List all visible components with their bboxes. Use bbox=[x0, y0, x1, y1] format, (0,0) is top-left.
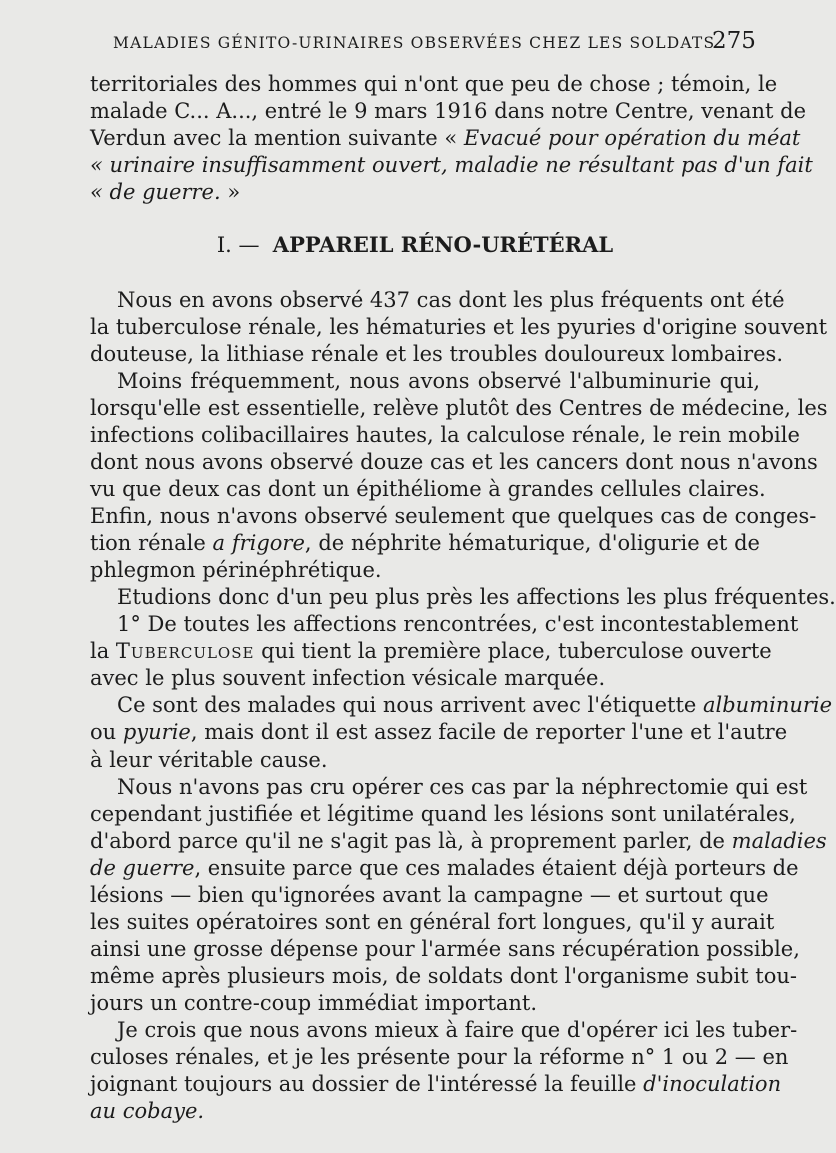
text-span: infections colibacillaires hautes, la calculose rénale, le rein mobile bbox=[90, 423, 800, 448]
small-caps-text: Tuberculose bbox=[115, 639, 255, 664]
section-title: APPAREIL RÉNO-URÉTÉRAL bbox=[272, 232, 614, 257]
text-span: douteuse, la lithiase rénale et les troubles douloureux lombaires. bbox=[90, 342, 784, 367]
text-line bbox=[90, 395, 828, 421]
text-span: même après plusieurs mois, de soldats dont l'organisme subit tou- bbox=[90, 963, 797, 988]
text-line bbox=[90, 909, 775, 935]
text-span: tion rénale bbox=[90, 531, 213, 556]
text-span: à leur véritable cause. bbox=[90, 747, 328, 772]
text-line bbox=[90, 692, 833, 718]
text-line bbox=[90, 98, 807, 124]
text-line bbox=[90, 422, 800, 448]
italic-text: maladies bbox=[731, 828, 827, 853]
text-line bbox=[90, 287, 785, 313]
text-line bbox=[90, 1071, 782, 1097]
text-line bbox=[90, 936, 800, 962]
text-line bbox=[90, 449, 818, 475]
text-line bbox=[90, 963, 797, 989]
text-line bbox=[90, 774, 808, 800]
text-line bbox=[90, 801, 796, 827]
text-line bbox=[90, 125, 801, 151]
text-span: jours un contre-coup immédiat important. bbox=[90, 990, 537, 1015]
italic-text: pyurie bbox=[122, 720, 191, 745]
text-span: les suites opératoires sont en général fort longues, qu'il y aurait bbox=[90, 909, 775, 934]
text-span: lorsqu'elle est essentielle, relève plutôt des Centres de médecine, les bbox=[90, 396, 828, 421]
text-line bbox=[90, 476, 766, 502]
text-span: Je crois que nous avons mieux à faire que d'opérer ici les tuber- bbox=[117, 1017, 798, 1042]
section-heading bbox=[0, 232, 830, 257]
text-line bbox=[90, 882, 769, 908]
text-span: cependant justifiée et légitime quand les lésions sont unilatérales, bbox=[90, 801, 796, 826]
text-span: territoriales des hommes qui n'ont que peu de chose ; témoin, le bbox=[90, 72, 778, 96]
text-span: , de néphrite hématurique, d'oligurie et de bbox=[304, 531, 760, 556]
text-span: Moins fréquemment, nous avons observé l'albuminurie qui, bbox=[117, 369, 760, 394]
text-line bbox=[90, 1017, 798, 1043]
page-number: 275 bbox=[712, 28, 756, 54]
text-line bbox=[90, 368, 760, 394]
italic-text: Evacué pour opération du méat bbox=[463, 126, 801, 150]
italic-text: a frigore bbox=[212, 531, 305, 556]
text-line bbox=[90, 638, 772, 664]
text-span: la tuberculose rénale, les hématuries et les pyuries d'origine souvent bbox=[90, 315, 828, 340]
text-span: » bbox=[220, 180, 241, 204]
section-number: I. — bbox=[216, 233, 260, 257]
italic-text: albuminurie bbox=[703, 693, 833, 718]
italic-text: de guerre bbox=[90, 855, 195, 880]
text-line bbox=[90, 557, 760, 583]
italic-text: d'inoculation bbox=[643, 1071, 782, 1096]
text-line bbox=[90, 855, 799, 881]
text-line bbox=[90, 611, 799, 637]
text-span: ainsi une grosse dépense pour l'armée sans récupération possible, bbox=[90, 936, 800, 961]
text-span: , ensuite parce que ces malades étaient déjà porteurs de bbox=[194, 855, 799, 880]
text-span: joignant toujours au dossier de l'intéressé la feuille bbox=[90, 1071, 644, 1096]
text-line bbox=[90, 179, 760, 205]
text-span: Verdun avec la mention suivante « bbox=[90, 126, 464, 150]
text-span: malade C... A..., entré le 9 mars 1916 dans notre Centre, venant de bbox=[90, 99, 807, 123]
text-line bbox=[90, 828, 827, 854]
text-span: , mais dont il est assez facile de reporter l'une et l'autre bbox=[190, 720, 788, 745]
text-line bbox=[90, 584, 836, 610]
text-line bbox=[90, 747, 760, 773]
text-line bbox=[90, 314, 828, 340]
text-span: 1° De toutes les affections rencontrées, c'est incontestablement bbox=[117, 612, 799, 637]
text-line bbox=[90, 719, 788, 745]
text-line bbox=[90, 71, 778, 97]
text-line bbox=[90, 530, 760, 556]
text-span: Nous n'avons pas cru opérer ces cas par la néphrectomie qui est bbox=[117, 774, 808, 799]
text-span: Ce sont des malades qui nous arrivent avec l'étiquette bbox=[117, 693, 703, 718]
text-span: Etudions donc d'un peu plus près les affections les plus fréquentes. bbox=[117, 585, 836, 610]
text-line bbox=[90, 152, 813, 178]
text-span: qui tient la première place, tuberculose ouverte bbox=[254, 639, 772, 664]
text-span: lésions — bien qu'ignorées avant la campagne — et surtout que bbox=[90, 882, 769, 907]
text-span: avec le plus souvent infection vésicale marquée. bbox=[90, 666, 606, 691]
running-title: MALADIES GÉNITO-URINAIRES OBSERVÉES CHEZ LES SOLDATS bbox=[113, 34, 716, 52]
italic-text: « urinaire insuffisamment ouvert, maladie ne résultant pas d'un fait bbox=[90, 153, 813, 177]
text-line bbox=[90, 1044, 789, 1070]
text-span: dont nous avons observé douze cas et les cancers dont nous n'avons bbox=[90, 450, 818, 475]
text-line bbox=[90, 1098, 760, 1124]
text-span: vu que deux cas dont un épithéliome à grandes cellules claires. bbox=[90, 477, 766, 502]
text-line bbox=[90, 665, 760, 691]
text-span: la bbox=[90, 639, 116, 664]
page-header bbox=[0, 22, 800, 62]
text-span: culoses rénales, et je les présente pour la réforme n° 1 ou 2 — en bbox=[90, 1044, 789, 1069]
text-line bbox=[90, 990, 760, 1016]
text-span: Enfin, nous n'avons observé seulement que quelques cas de conges- bbox=[90, 504, 817, 529]
italic-text: au cobaye. bbox=[90, 1098, 205, 1123]
text-line bbox=[90, 341, 784, 367]
italic-text: « de guerre. bbox=[90, 180, 221, 204]
text-span: Nous en avons observé 437 cas dont les plus fréquents ont été bbox=[117, 288, 785, 312]
text-line bbox=[90, 503, 817, 529]
text-span: d'abord parce qu'il ne s'agit pas là, à proprement parler, de bbox=[90, 828, 732, 853]
text-span: ou bbox=[90, 720, 123, 745]
text-span: phlegmon périnéphrétique. bbox=[90, 558, 382, 583]
